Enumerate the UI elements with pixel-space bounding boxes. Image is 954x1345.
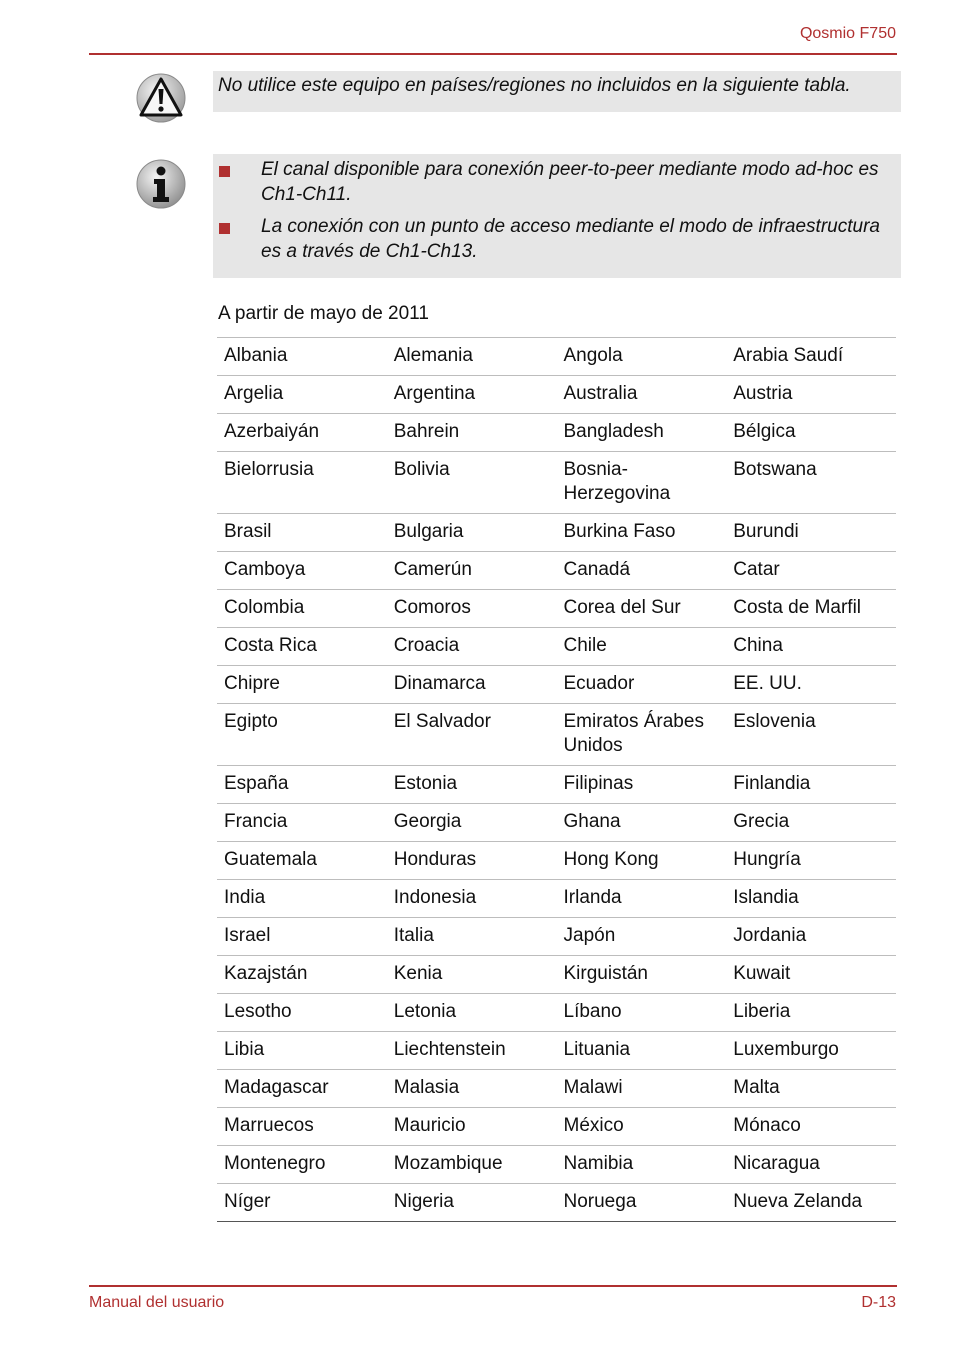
country-cell: Azerbaiyán	[217, 414, 387, 452]
countries-table	[217, 337, 896, 1222]
country-cell: Mauricio	[387, 1108, 557, 1146]
country-cell: Ghana	[557, 804, 727, 842]
country-cell: Indonesia	[387, 880, 557, 918]
country-cell: Georgia	[387, 804, 557, 842]
country-cell: Níger	[217, 1184, 387, 1222]
country-cell: Montenegro	[217, 1146, 387, 1184]
table-row	[217, 766, 896, 804]
table-row	[217, 628, 896, 666]
country-cell: Japón	[557, 918, 727, 956]
country-cell: Chipre	[217, 666, 387, 704]
table-row	[217, 956, 896, 994]
country-cell: Hong Kong	[557, 842, 727, 880]
warning-note	[213, 71, 901, 112]
table-row	[217, 590, 896, 628]
country-cell: Italia	[387, 918, 557, 956]
table-row	[217, 918, 896, 956]
country-cell: Kenia	[387, 956, 557, 994]
country-cell: Nicaragua	[726, 1146, 896, 1184]
country-cell: Honduras	[387, 842, 557, 880]
country-cell: EE. UU.	[726, 666, 896, 704]
header-title: Qosmio F750	[799, 25, 896, 42]
country-cell: Comoros	[387, 590, 557, 628]
country-cell: Costa de Marfil	[726, 590, 896, 628]
table-row	[217, 1108, 896, 1146]
country-cell: Camerún	[387, 552, 557, 590]
country-cell: Letonia	[387, 994, 557, 1032]
country-cell: Estonia	[387, 766, 557, 804]
country-cell: India	[217, 880, 387, 918]
country-cell: Eslovenia	[726, 704, 896, 766]
country-cell: Islandia	[726, 880, 896, 918]
country-cell: México	[557, 1108, 727, 1146]
country-cell: Bélgica	[726, 414, 896, 452]
country-cell: Irlanda	[557, 880, 727, 918]
country-cell: Croacia	[387, 628, 557, 666]
table-row	[217, 514, 896, 552]
country-cell: Emiratos Árabes Unidos	[557, 704, 727, 766]
table-row	[217, 1184, 896, 1222]
country-cell: Kuwait	[726, 956, 896, 994]
page-number: D-13	[861, 1294, 896, 1311]
country-cell: Nueva Zelanda	[726, 1184, 896, 1222]
table-row	[217, 414, 896, 452]
table-row	[217, 666, 896, 704]
country-cell: Brasil	[217, 514, 387, 552]
country-cell: El Salvador	[387, 704, 557, 766]
warning-text: No utilice este equipo en países/regiones no incluidos en la siguiente tabla.	[218, 75, 851, 96]
country-cell: Hungría	[726, 842, 896, 880]
footer-rule	[89, 1285, 897, 1287]
table-row	[217, 880, 896, 918]
country-cell: Líbano	[557, 994, 727, 1032]
country-cell: China	[726, 628, 896, 666]
country-cell: Marruecos	[217, 1108, 387, 1146]
country-cell: Colombia	[217, 590, 387, 628]
country-cell: Camboya	[217, 552, 387, 590]
header-rule	[89, 53, 897, 55]
country-cell: Filipinas	[557, 766, 727, 804]
country-cell: Bielorrusia	[217, 452, 387, 514]
table-row	[217, 552, 896, 590]
country-cell: Kirguistán	[557, 956, 727, 994]
country-cell: Bosnia-Herzegovina	[557, 452, 727, 514]
table-row	[217, 338, 896, 376]
table-row	[217, 704, 896, 766]
country-cell: Liechtenstein	[387, 1032, 557, 1070]
country-cell: Libia	[217, 1032, 387, 1070]
country-cell: Australia	[557, 376, 727, 414]
country-cell: Mozambique	[387, 1146, 557, 1184]
country-cell: Luxemburgo	[726, 1032, 896, 1070]
country-cell: Angola	[557, 338, 727, 376]
info-bullet-text: La conexión con un punto de acceso mediante el modo de infraestructura es a través de Ch1-Ch13.	[261, 216, 880, 262]
country-cell: Bulgaria	[387, 514, 557, 552]
table-row	[217, 452, 896, 514]
country-cell: Arabia Saudí	[726, 338, 896, 376]
country-cell: Chile	[557, 628, 727, 666]
country-cell: Canadá	[557, 552, 727, 590]
info-note	[213, 154, 901, 278]
country-cell: Bahrein	[387, 414, 557, 452]
info-icon	[135, 158, 187, 210]
table-row	[217, 842, 896, 880]
country-cell: Noruega	[557, 1184, 727, 1222]
table-row	[217, 1032, 896, 1070]
country-cell: Austria	[726, 376, 896, 414]
country-cell: Lesotho	[217, 994, 387, 1032]
bullet-square-icon	[219, 166, 230, 177]
table-row	[217, 376, 896, 414]
country-cell: Egipto	[217, 704, 387, 766]
country-cell: Corea del Sur	[557, 590, 727, 628]
footer-manual-title: Manual del usuario	[89, 1294, 225, 1311]
table-row	[217, 1146, 896, 1184]
warning-icon	[135, 72, 187, 124]
country-cell: Nigeria	[387, 1184, 557, 1222]
country-cell: Guatemala	[217, 842, 387, 880]
country-cell: Malasia	[387, 1070, 557, 1108]
country-cell: Bolivia	[387, 452, 557, 514]
country-cell: Burundi	[726, 514, 896, 552]
country-cell: Malawi	[557, 1070, 727, 1108]
table-row	[217, 994, 896, 1032]
info-bullet-text: El canal disponible para conexión peer-to-peer mediante modo ad-hoc es Ch1-Ch11.	[261, 159, 879, 205]
country-cell: España	[217, 766, 387, 804]
country-cell: Israel	[217, 918, 387, 956]
country-cell: Finlandia	[726, 766, 896, 804]
country-cell: Ecuador	[557, 666, 727, 704]
country-cell: Madagascar	[217, 1070, 387, 1108]
country-cell: Namibia	[557, 1146, 727, 1184]
country-cell: Dinamarca	[387, 666, 557, 704]
table-row	[217, 1070, 896, 1108]
country-cell: Botswana	[726, 452, 896, 514]
country-cell: Lituania	[557, 1032, 727, 1070]
country-cell: Albania	[217, 338, 387, 376]
table-row	[217, 804, 896, 842]
country-cell: Bangladesh	[557, 414, 727, 452]
country-cell: Mónaco	[726, 1108, 896, 1146]
table-caption: A partir de mayo de 2011	[218, 303, 429, 324]
bullet-square-icon	[219, 223, 230, 234]
country-cell: Argentina	[387, 376, 557, 414]
country-cell: Grecia	[726, 804, 896, 842]
country-cell: Burkina Faso	[557, 514, 727, 552]
country-cell: Alemania	[387, 338, 557, 376]
country-cell: Catar	[726, 552, 896, 590]
country-cell: Argelia	[217, 376, 387, 414]
country-cell: Costa Rica	[217, 628, 387, 666]
country-cell: Francia	[217, 804, 387, 842]
country-cell: Liberia	[726, 994, 896, 1032]
country-cell: Jordania	[726, 918, 896, 956]
country-cell: Kazajstán	[217, 956, 387, 994]
country-cell: Malta	[726, 1070, 896, 1108]
